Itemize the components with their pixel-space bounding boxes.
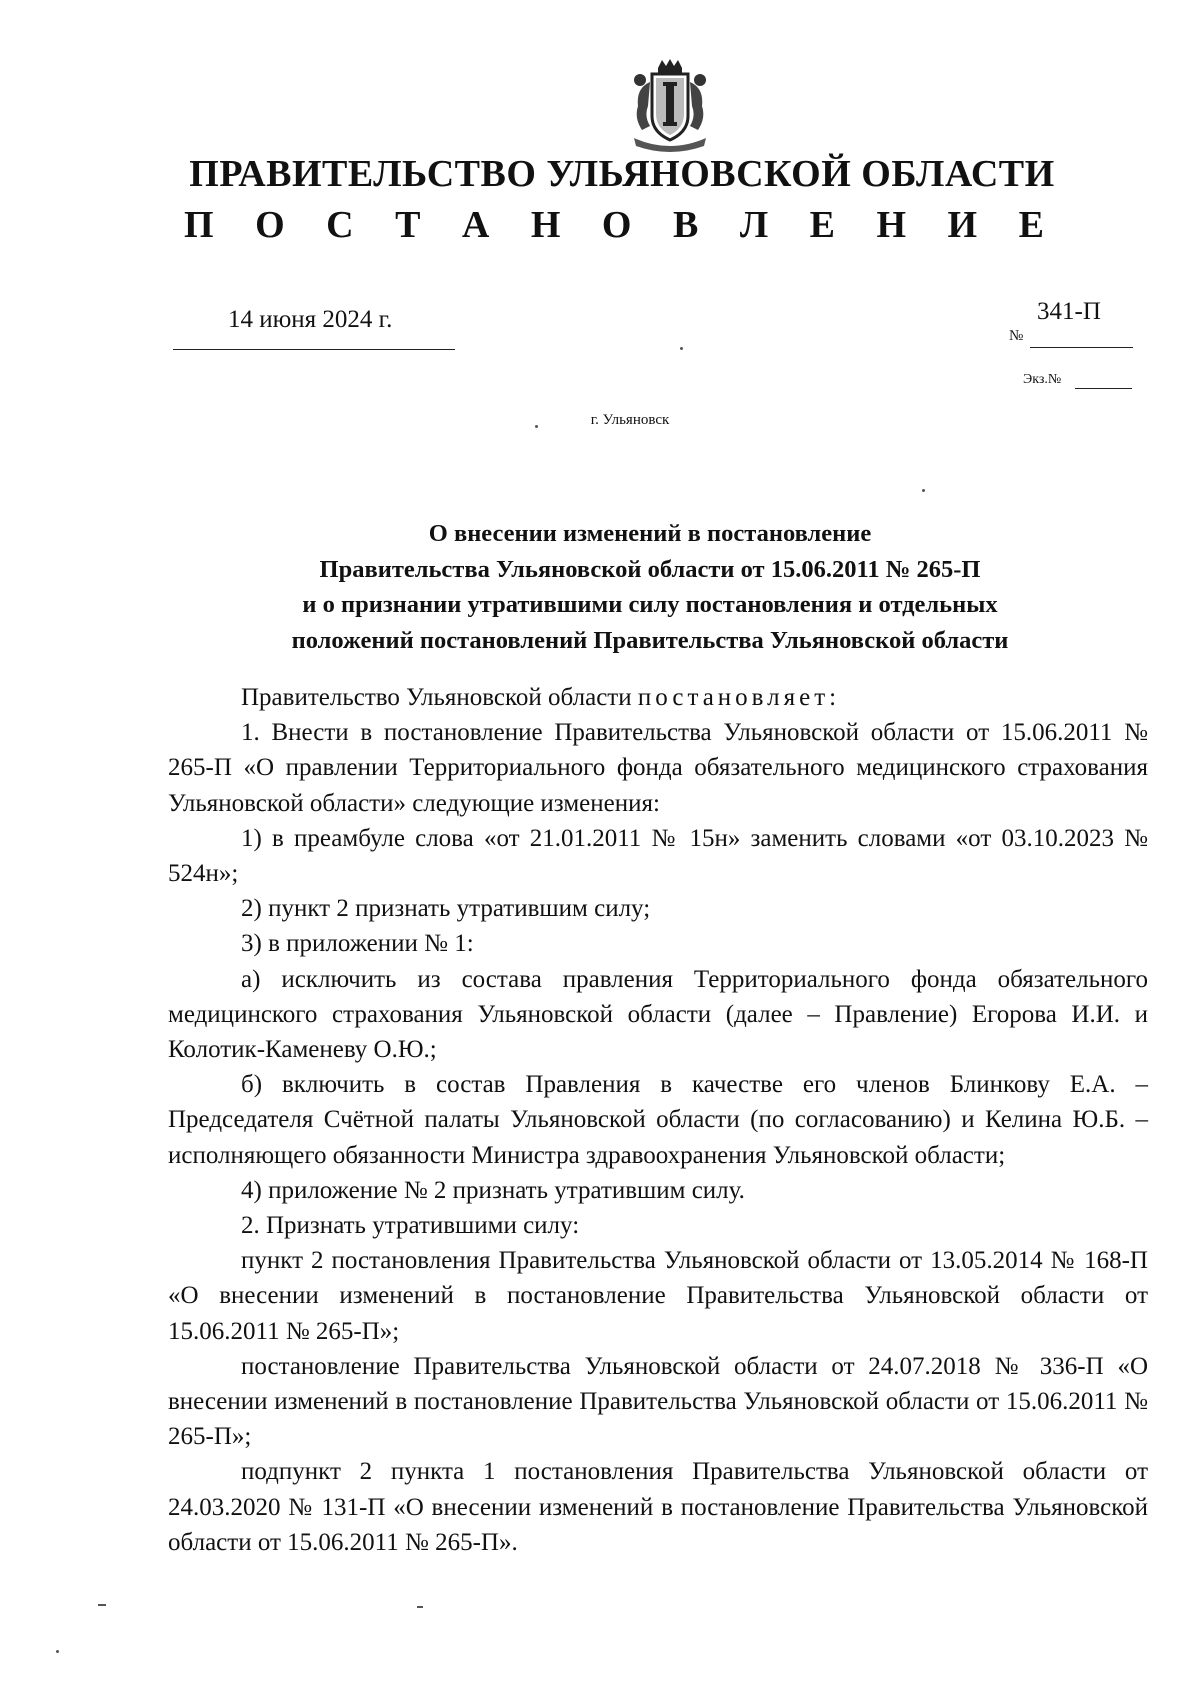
- city: г. Ульяновск: [590, 412, 670, 428]
- paragraph-1-3-a: а) исключить из состава правления Территориального фонда обязательного медицинского страхования Ульяновской области (далее – Правление) Егорова И.И. и Колотик-Каменеву О.Ю.;: [168, 965, 1148, 1064]
- copy-number-underline: [1075, 388, 1132, 389]
- number-underline: [1030, 347, 1133, 348]
- date-underline: [173, 349, 455, 350]
- paragraph-1-3: 3) в приложении № 1:: [241, 930, 474, 958]
- title-line: О внесении изменений в постановление: [428, 520, 872, 547]
- intro-verb: постановляет:: [637, 684, 841, 711]
- copy-number-label: Экз.№: [1023, 372, 1062, 387]
- government-name: ПРАВИТЕЛЬСТВО УЛЬЯНОВСКОЙ ОБЛАСТИ: [189, 153, 1055, 195]
- title-line: и о признании утратившими силу постановления и отдельных: [302, 591, 998, 618]
- scan-speck: [922, 489, 925, 492]
- paragraph-1-1: 1) в преамбуле слова «от 21.01.2011 № 15н» заменить словами «от 03.10.2023 № 524н»;: [168, 824, 1148, 888]
- document-title: [170, 516, 1130, 658]
- paragraph-1-4: 4) приложение № 2 признать утратившим силу.: [241, 1176, 745, 1204]
- scan-speck: [535, 425, 538, 428]
- scan-speck: [98, 1604, 106, 1606]
- intro-paragraph: [168, 680, 1148, 715]
- paragraph-2-3: подпункт 2 пункта 1 постановления Правительства Ульяновской области от 24.03.2020 № 131-П «О внесении изменений в постановление Правительства Ульяновской области от 15.06.2011 № 265-П».: [168, 1458, 1148, 1556]
- number-label: №: [1009, 328, 1024, 344]
- coat-of-arms-icon: [620, 58, 720, 156]
- paragraph-1-2: 2) пункт 2 признать утратившим силу;: [241, 895, 651, 923]
- scan-speck: [56, 1650, 59, 1653]
- paragraph-2-1: пункт 2 постановления Правительства Ульяновской области от 13.05.2014 № 168-П «О внесении изменений в постановление Правительства Ульяновской области от 15.06.2011 № 265-П»;: [168, 1247, 1148, 1345]
- scan-speck: [680, 347, 683, 350]
- scan-speck: [417, 1606, 423, 1608]
- paragraph-2: 2. Признать утратившими силу:: [241, 1212, 580, 1240]
- title-line: положений постановлений Правительства Ульяновской области: [291, 626, 1009, 654]
- document-body: [168, 680, 1148, 1560]
- document-number: 341-П: [1037, 298, 1101, 325]
- intro-prefix: Правительство Ульяновской области: [241, 684, 638, 711]
- paragraph-1-3-b: б) включить в состав Правления в качестве его членов Блинкову Е.А. – Председателя Счётной палаты Ульяновской области (по согласованию) и Келина Ю.Б. – исполняющего обязанности Министра здравоохранения Ульяновской области;: [168, 1071, 1148, 1169]
- title-line: Правительства Ульяновской области от 15.06.2011 № 265-П: [319, 555, 981, 583]
- document-type: П О С Т А Н О В Л Е Н И Е: [184, 204, 1060, 246]
- paragraph-1: 1. Внести в постановление Правительства Ульяновской области от 15.06.2011 № 265-П «О правлении Территориального фонда обязательного медицинского страхования Ульяновской области» следующие изменения:: [168, 719, 1148, 817]
- paragraph-2-2: постановление Правительства Ульяновской области от 24.07.2018 № 336-П «О внесении изменений в постановление Правительства Ульяновской области от 15.06.2011 № 265-П»;: [168, 1352, 1148, 1451]
- document-date: 14 июня 2024 г.: [228, 306, 393, 333]
